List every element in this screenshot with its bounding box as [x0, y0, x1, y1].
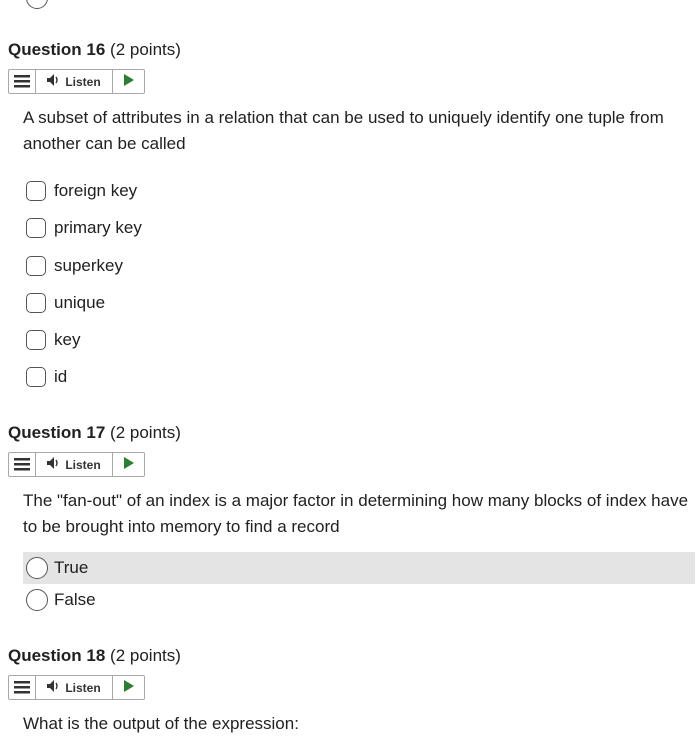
option-true[interactable]: [23, 552, 695, 584]
option-label: unique: [54, 293, 106, 312]
checkbox[interactable]: [26, 293, 46, 313]
question-17-text: The "fan-out" of an index is a major factor in determining how many blocks of index have to be brought into memory to find a record: [23, 491, 689, 536]
question-18-title: [8, 646, 181, 666]
listen-label: Listen: [65, 74, 101, 89]
play-button[interactable]: [113, 70, 144, 93]
listen-button[interactable]: [36, 676, 113, 699]
option-id[interactable]: [23, 362, 67, 392]
listen-button[interactable]: [36, 70, 113, 93]
question-number: Question 17: [8, 423, 106, 442]
listen-label: Listen: [65, 457, 101, 472]
option-false[interactable]: [23, 585, 96, 615]
option-label: foreign key: [54, 181, 138, 200]
play-button[interactable]: [113, 453, 144, 476]
speaker-icon: [47, 680, 61, 695]
option-label: id: [54, 367, 68, 386]
checkbox[interactable]: [26, 181, 46, 201]
question-points: (2 points): [110, 423, 181, 442]
question-points: (2 points): [110, 646, 181, 665]
play-icon: [124, 74, 134, 89]
option-label: primary key: [54, 218, 142, 237]
option-label: True: [54, 558, 89, 577]
menu-icon[interactable]: [9, 453, 36, 476]
option-superkey[interactable]: [23, 251, 123, 281]
menu-icon[interactable]: [9, 676, 36, 699]
checkbox[interactable]: [26, 256, 46, 276]
question-number: Question 16: [8, 40, 106, 59]
option-unique[interactable]: [23, 288, 105, 318]
prev-question-radio[interactable]: [26, 0, 48, 9]
question-points: (2 points): [110, 40, 181, 59]
checkbox[interactable]: [26, 330, 46, 350]
checkbox[interactable]: [26, 367, 46, 387]
play-button[interactable]: [113, 676, 144, 699]
option-primary-key[interactable]: [23, 213, 142, 243]
speaker-icon: [47, 74, 61, 89]
option-label: False: [54, 590, 96, 609]
checkbox[interactable]: [26, 218, 46, 238]
option-key[interactable]: [23, 325, 80, 355]
radio-button[interactable]: [26, 557, 48, 579]
question-16-title: [8, 40, 181, 60]
question-17-title: [8, 423, 181, 443]
option-foreign-key[interactable]: [23, 176, 137, 206]
question-16-text: A subset of attributes in a relation that can be used to uniquely identify one tuple from another can be called: [23, 108, 664, 153]
play-icon: [124, 457, 134, 472]
listen-label: Listen: [65, 680, 101, 695]
readspeaker-toolbar: [8, 452, 145, 477]
readspeaker-toolbar: [8, 675, 145, 700]
option-label: superkey: [54, 256, 123, 275]
menu-icon[interactable]: [9, 70, 36, 93]
speaker-icon: [47, 457, 61, 472]
question-number: Question 18: [8, 646, 106, 665]
option-label: key: [54, 330, 81, 349]
radio-button[interactable]: [26, 589, 48, 611]
play-icon: [124, 680, 134, 695]
question-18-text: What is the output of the expression:: [23, 714, 299, 733]
listen-button[interactable]: [36, 453, 113, 476]
readspeaker-toolbar: [8, 69, 145, 94]
